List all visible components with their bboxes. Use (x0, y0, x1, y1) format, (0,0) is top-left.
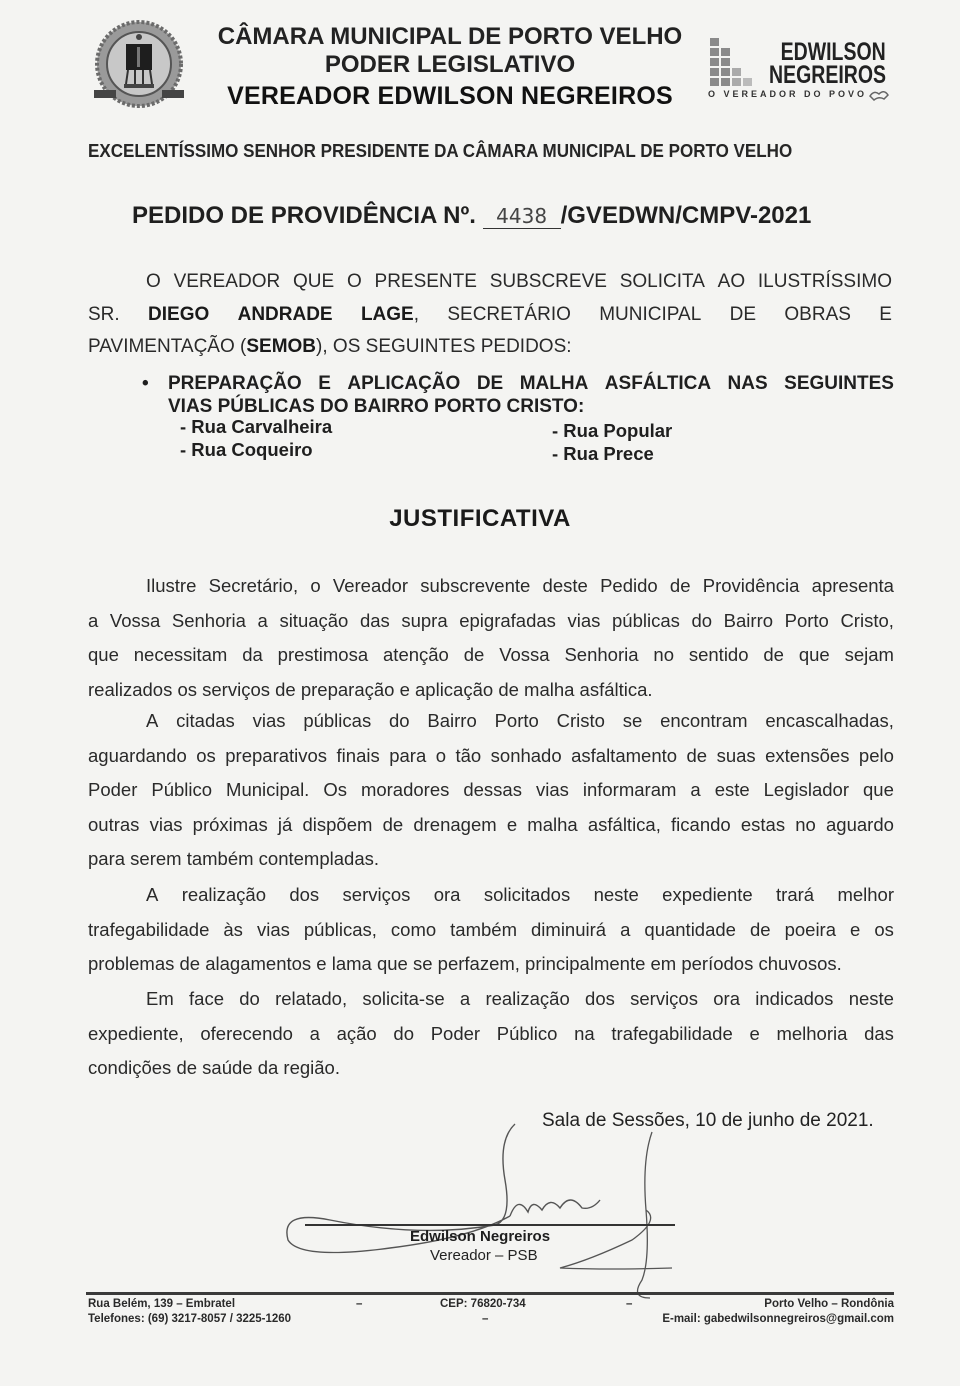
word: também (450, 918, 517, 940)
footer-separator: – (626, 1298, 633, 1310)
intro-word: PRESENTE (374, 271, 477, 292)
paragraph-line (88, 1017, 894, 1052)
paragraph-line (88, 604, 894, 639)
word: citadas (176, 710, 235, 731)
word: diminuirá (531, 918, 607, 940)
councilor-name: VEREADOR EDWILSON NEGREIROS (227, 82, 673, 110)
word: indicados (755, 988, 834, 1009)
justification-title: JUSTIFICATIVA (389, 505, 571, 532)
municipal-seal-icon (90, 18, 188, 114)
word: às (223, 918, 243, 940)
justification-paragraph (88, 982, 894, 1086)
intro-word: VEREADOR (173, 271, 281, 292)
letterhead (200, 22, 700, 113)
word: dispõem (302, 813, 373, 835)
street-item: - Rua Coqueiro (180, 439, 313, 460)
bar-chart-logo-icon (710, 38, 770, 88)
word: sentido (688, 644, 749, 665)
word: estas (740, 813, 786, 835)
word: asfaltamento (571, 744, 678, 766)
word: de (749, 918, 771, 940)
word: deste (542, 575, 588, 596)
word: os (874, 918, 894, 940)
intro-word: OBRAS (784, 303, 851, 325)
word: relatado, (275, 988, 348, 1009)
bullet-word: SEGUINTES (784, 373, 894, 394)
word: preparativos (225, 744, 328, 766)
word: Poder (88, 779, 138, 800)
word: neste (848, 988, 894, 1009)
word: que (863, 779, 894, 800)
intro-word: MUNICIPAL (599, 303, 702, 325)
word: Vossa (499, 644, 550, 665)
signer-role: Vereador – PSB (430, 1247, 538, 1264)
intro-line (88, 299, 892, 332)
intro-text: ), OS SEGUINTES PEDIDOS: (316, 336, 572, 357)
intro-line (88, 266, 892, 299)
footer-city: Porto Velho – Rondônia (764, 1298, 894, 1310)
word: supra (401, 609, 448, 631)
bullet-word: NAS (727, 373, 768, 394)
paragraph-line: realizados os serviços de preparação e aplicação de malha asfáltica. (88, 678, 653, 700)
word: que (88, 644, 119, 665)
footer-separator: – (356, 1298, 363, 1310)
intro-word: SOLICITA (619, 271, 705, 292)
word: já (277, 813, 293, 835)
paragraph-line (88, 808, 894, 843)
brand-name-top: EDWILSON (780, 38, 886, 66)
word: oferecendo (200, 1022, 293, 1044)
word: A (146, 884, 159, 905)
word: serviços (342, 884, 411, 905)
word: a (88, 609, 99, 631)
bullet-word: APLICAÇÃO (347, 373, 461, 394)
session-date: Sala de Sessões, 10 de junho de 2021. (542, 1110, 874, 1131)
bullet-word: E (318, 373, 331, 394)
word: prestimosa (277, 644, 369, 665)
word: informaram (582, 779, 677, 800)
intro-word: QUE (292, 271, 335, 292)
secretary-name-word: DIEGO (148, 303, 210, 325)
word: necessitam (133, 644, 228, 665)
word: no (653, 644, 674, 665)
word: sejam (844, 644, 894, 665)
word: Bairro (427, 710, 477, 731)
word: Senhoria (564, 644, 639, 665)
justification-paragraph (88, 569, 894, 707)
intro-word: DE (729, 303, 757, 325)
word: públicas (303, 710, 372, 731)
word: Vossa (109, 609, 161, 631)
bullet-word: ASFÁLTICA (604, 373, 712, 394)
word: Porto (784, 609, 829, 631)
word: vias (567, 609, 601, 631)
word: asfáltica, (587, 813, 661, 835)
intro-word: ILUSTRÍSSIMO (757, 271, 892, 292)
brand-name-bottom: NEGREIROS (768, 61, 886, 89)
footer-address: Rua Belém, 139 – Embratel (88, 1298, 236, 1310)
word: da (242, 644, 263, 665)
word: Cristo (556, 710, 605, 731)
intro-word: AO (717, 271, 746, 292)
word: extensões (765, 744, 850, 766)
word: Providência (702, 575, 800, 596)
word: Porto (494, 710, 539, 731)
word: a (620, 918, 631, 940)
legislative-power: PODER LEGISLATIVO (324, 51, 576, 78)
word: do (691, 609, 713, 631)
title-suffix: /GVEDWN/CMPV-2021 (560, 202, 812, 229)
word: encontram (660, 710, 748, 731)
paragraph-line (88, 982, 894, 1017)
word: de (686, 744, 708, 766)
title-prefix: PEDIDO DE PROVIDÊNCIA Nº. (132, 202, 476, 229)
word: a (690, 779, 701, 800)
word: como (390, 918, 437, 940)
word: aguardo (826, 813, 894, 835)
word: suas (716, 744, 756, 766)
word: para (389, 744, 427, 766)
word: Poder (430, 1022, 481, 1044)
word: malha (527, 813, 578, 835)
word: atenção (383, 644, 449, 665)
word: solicita-se (362, 988, 445, 1009)
word: Vereador (332, 575, 408, 596)
paragraph-line (88, 638, 894, 673)
word: trafegabilidade (88, 918, 210, 940)
word: Legislador (763, 779, 850, 800)
signature-line (305, 1224, 675, 1226)
bullet-line: VIAS PÚBLICAS DO BAIRRO PORTO CRISTO: (168, 396, 585, 417)
word: dessas (463, 779, 522, 800)
word: vias (252, 710, 286, 731)
footer-phones: Telefones: (69) 3217-8057 / 3225-1260 (88, 1313, 292, 1325)
word: Público (151, 779, 213, 800)
word: quantidade (644, 918, 736, 940)
word: sonhado (490, 744, 562, 766)
word: aguardando (88, 744, 187, 766)
word: e (850, 918, 861, 940)
justification-paragraph (88, 704, 894, 877)
word: de (669, 575, 691, 596)
word: trafegabilidade (611, 1022, 733, 1044)
word: próximas (192, 813, 268, 835)
footer-email[interactable]: E-mail: gabedwilsonnegreiros@gmail.com (662, 1313, 894, 1325)
word: do (389, 710, 410, 731)
intro-word: O (146, 271, 161, 292)
handwritten-signature (270, 1120, 690, 1300)
paragraph-line (88, 739, 894, 774)
word: das (864, 1022, 894, 1044)
word: dos (585, 988, 615, 1009)
word: trará (776, 884, 815, 905)
intro-paragraph (88, 266, 892, 364)
semob-abbr: SEMOB (246, 336, 317, 357)
word: de (382, 813, 404, 835)
word: finais (336, 744, 380, 766)
word: os (196, 744, 216, 766)
word: vias (149, 813, 183, 835)
street-item: - Rua Prece (552, 443, 654, 464)
word: das (359, 609, 390, 631)
word: poeira (784, 918, 837, 940)
word: serviços (630, 988, 698, 1009)
intro-line (88, 331, 892, 364)
intro-word: SR. (88, 303, 120, 325)
word: do (239, 988, 260, 1009)
word: Ilustre (146, 575, 197, 596)
word: outras (88, 813, 140, 835)
word: se (622, 710, 643, 731)
paragraph-line (88, 913, 894, 948)
word: tão (455, 744, 482, 766)
word: epigrafadas (459, 609, 556, 631)
paragraph-line (88, 878, 894, 913)
word: apresenta (811, 575, 894, 596)
paragraph-line (88, 704, 894, 739)
word: na (574, 1022, 595, 1044)
word: a (309, 1022, 320, 1044)
secretary-name-word: ANDRADE (237, 303, 333, 325)
word: ficando (671, 813, 731, 835)
word: Bairro (723, 609, 774, 631)
word: Pedido (600, 575, 658, 596)
word: expediente (662, 884, 753, 905)
word: ora (713, 988, 740, 1009)
word: a (459, 988, 471, 1009)
justification-paragraph (88, 878, 894, 982)
word: solicitados (483, 884, 571, 905)
word: ação (336, 1022, 377, 1044)
bullet-word: DE (476, 373, 504, 394)
word: Municipal. (226, 779, 310, 800)
street-item: - Rua Carvalheira (180, 416, 333, 437)
word: Os (323, 779, 347, 800)
word: de (763, 644, 784, 665)
word: drenagem (413, 813, 497, 835)
word: o (435, 744, 446, 766)
word: face (189, 988, 224, 1009)
word: melhor (837, 884, 894, 905)
word: que (798, 644, 830, 665)
word: moradores (360, 779, 450, 800)
brand-tagline: O VEREADOR DO POVO (708, 89, 868, 99)
word: e (749, 1022, 760, 1044)
word: Senhoria (171, 609, 246, 631)
chamber-name: CÂMARA MUNICIPAL DE PORTO VELHO (217, 23, 683, 50)
footer-separator: – (482, 1313, 489, 1325)
word: dos (289, 884, 320, 905)
word: expediente, (88, 1022, 184, 1044)
word: Público (496, 1022, 558, 1044)
word: públicas (612, 609, 680, 631)
intro-word: SECRETÁRIO (447, 303, 571, 325)
intro-word: O (346, 271, 362, 292)
brand-logo (708, 36, 892, 106)
word: realização (485, 988, 570, 1009)
intro-word: E (879, 303, 892, 325)
paragraph-line (88, 773, 894, 808)
word: vias (256, 918, 290, 940)
word: este (714, 779, 750, 800)
secretary-name-word: LAGE (360, 303, 414, 325)
bullet-icon: • (142, 373, 149, 394)
bullet-word: MALHA (519, 373, 589, 394)
addressee-line: EXCELENTÍSSIMO SENHOR PRESIDENTE DA CÂMARA MUNICIPAL DE PORTO VELHO (88, 140, 793, 161)
intro-word: , (413, 303, 420, 325)
word: pelo (858, 744, 894, 766)
word: e (506, 813, 518, 835)
paragraph-line: condições de saúde da região. (88, 1057, 340, 1078)
paragraph-line (88, 569, 894, 604)
word: neste (593, 884, 639, 905)
word: Cristo, (840, 609, 894, 631)
word: subscrevente (420, 575, 531, 596)
word: A (146, 710, 159, 731)
word: do (393, 1022, 414, 1044)
word: públicas, (303, 918, 377, 940)
word: realização (181, 884, 267, 905)
word: vias (535, 779, 569, 800)
footer-cep: CEP: 76820-734 (440, 1298, 526, 1310)
street-item: - Rua Popular (552, 420, 673, 441)
word: no (795, 813, 816, 835)
signer-name: Edwilson Negreiros (410, 1228, 551, 1245)
word: ora (433, 884, 461, 905)
footer-divider (86, 1292, 894, 1295)
bullet-line (168, 372, 894, 395)
word: melhoria (776, 1022, 848, 1044)
handshake-icon (868, 86, 890, 102)
word: situação (279, 609, 349, 631)
intro-text: PAVIMENTAÇÃO ( (88, 336, 247, 357)
word: a (257, 609, 268, 631)
bullet-word: PREPARAÇÃO (168, 373, 302, 394)
word: Em (146, 988, 174, 1009)
intro-word: SUBSCREVE (489, 271, 607, 292)
word: Secretário, (208, 575, 299, 596)
document-title (132, 202, 811, 230)
word: de (463, 644, 485, 665)
word: o (310, 575, 321, 596)
word: encascalhadas, (765, 710, 894, 731)
paragraph-line: para serem também contempladas. (88, 848, 379, 869)
paragraph-line: problemas de alagamentos e lama que se perfazem, principalmente em períodos chuvosos. (88, 953, 842, 974)
request-number: 4438 (483, 204, 561, 229)
